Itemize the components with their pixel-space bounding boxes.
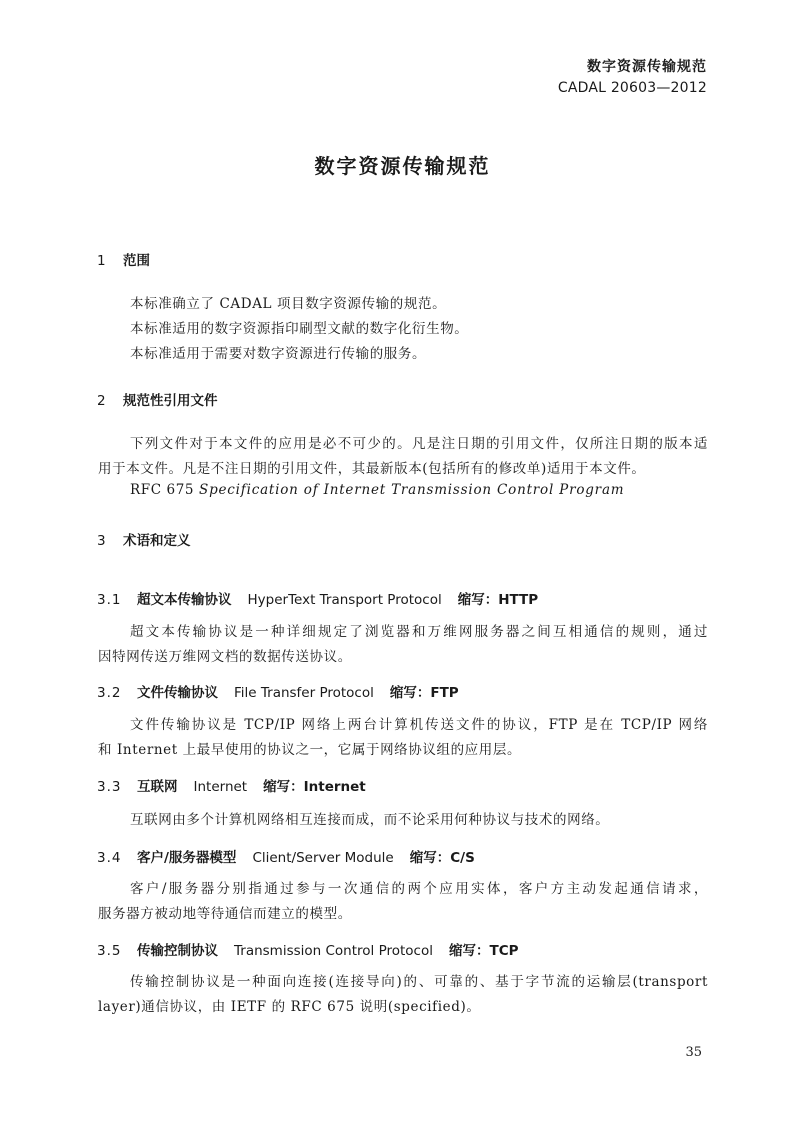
paragraph-line: 服务器方被动地等待通信而建立的模型。 (98, 906, 352, 922)
paragraph-line: 传输控制协议是一种面向连接(连接导向)的、可靠的、基于字节流的运输层(transport (130, 974, 708, 990)
section-normative-references-body (98, 432, 708, 482)
section-heading-terms-definitions (97, 529, 191, 549)
term-english-name: Client/Server Module (252, 850, 394, 866)
reference-id: RFC 675 (130, 482, 195, 498)
paragraph-line: 下列文件对于本文件的应用是必不可少的。凡是注日期的引用文件，仅所注日期的版本适 (130, 436, 708, 452)
running-header-title: 数字资源传输规范 (587, 59, 707, 75)
term-number: 3.4 (97, 850, 122, 866)
term-abbreviation: 缩写：TCP (449, 943, 519, 959)
term-english-name: Transmission Control Protocol (234, 943, 433, 959)
section-scope-body (98, 292, 708, 367)
section-heading-normative-references (97, 389, 218, 409)
section-heading-scope (97, 249, 150, 269)
term-abbreviation: 缩写：Internet (263, 779, 366, 795)
term-number: 3.5 (97, 943, 122, 959)
term-english-name: Internet (193, 779, 248, 795)
term-chinese-name: 超文本传输协议 (137, 592, 232, 608)
term-abbreviation: 缩写：FTP (389, 685, 459, 701)
term-chinese-name: 文件传输协议 (137, 685, 218, 701)
paragraph-line: 本标准适用的数字资源指印刷型文献的数字化衍生物。 (130, 321, 469, 337)
section-number: 3 (97, 533, 106, 549)
term-definition-internet (98, 808, 708, 833)
paragraph-line: 文件传输协议是 TCP/IP 网络上两台计算机传送文件的协议，FTP 是在 TCP/IP 网络 (130, 717, 708, 733)
term-chinese-name: 客户/服务器模型 (137, 850, 237, 866)
term-definition-http (98, 620, 708, 670)
paragraph-line: 互联网由多个计算机网络相互连接而成，而不论采用何种协议与技术的网络。 (130, 812, 610, 828)
paragraph-line: 客户/服务器分别指通过参与一次通信的两个应用实体，客户方主动发起通信请求， (130, 881, 708, 897)
paragraph-line: 和 Internet 上最早使用的协议之一，它属于网络协议组的应用层。 (98, 742, 522, 758)
term-english-name: HyperText Transport Protocol (247, 592, 442, 608)
term-heading-client-server (97, 846, 475, 866)
term-number: 3.1 (97, 592, 122, 608)
document-title: 数字资源传输规范 (314, 154, 491, 178)
section-number: 2 (97, 393, 106, 409)
section-title: 范围 (123, 253, 150, 269)
term-heading-http (97, 588, 538, 608)
reference-title: Specification of Internet Transmission Control Program (199, 482, 625, 498)
section-title: 规范性引用文件 (123, 393, 218, 409)
term-abbreviation: 缩写：C/S (409, 850, 475, 866)
normative-reference-entry (130, 482, 624, 498)
term-abbreviation: 缩写：HTTP (457, 592, 539, 608)
paragraph-line: 因特网传送万维网文档的数据传送协议。 (98, 649, 352, 665)
term-definition-tcp (98, 970, 708, 1020)
paragraph-line: layer)通信协议，由 IETF 的 RFC 675 说明(specified)。 (98, 999, 481, 1015)
section-number: 1 (97, 253, 106, 269)
term-definition-ftp (98, 713, 708, 763)
paragraph-line: 本标准确立了 CADAL 项目数字资源传输的规范。 (130, 296, 447, 312)
term-definition-client-server (98, 877, 708, 927)
term-english-name: File Transfer Protocol (234, 685, 374, 701)
paragraph-line: 用于本文件。凡是不注日期的引用文件，其最新版本(包括所有的修改单)适用于本文件。 (98, 461, 646, 477)
term-heading-internet (97, 775, 366, 795)
term-heading-ftp (97, 681, 459, 701)
term-chinese-name: 互联网 (137, 779, 178, 795)
term-number: 3.2 (97, 685, 122, 701)
paragraph-line: 超文本传输协议是一种详细规定了浏览器和万维网服务器之间互相通信的规则，通过 (130, 624, 708, 640)
term-heading-tcp (97, 939, 519, 959)
running-header-standard-code: CADAL 20603—2012 (557, 80, 707, 96)
term-chinese-name: 传输控制协议 (137, 943, 218, 959)
paragraph-line: 本标准适用于需要对数字资源进行传输的服务。 (130, 346, 427, 362)
page-number: 35 (685, 1045, 702, 1060)
term-number: 3.3 (97, 779, 122, 795)
section-title: 术语和定义 (123, 533, 191, 549)
